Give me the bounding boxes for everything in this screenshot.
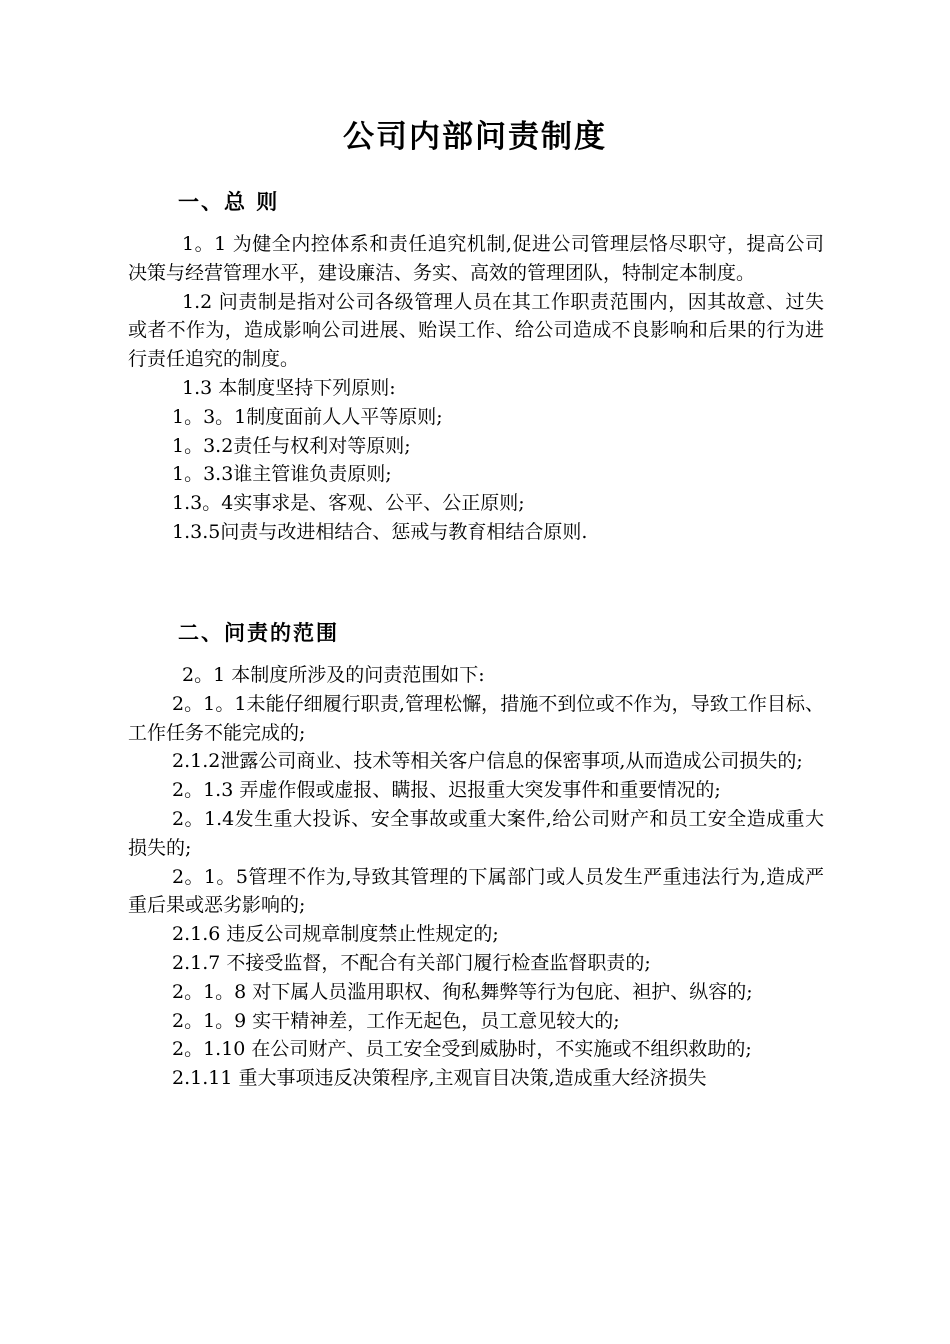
paragraph-1-3-2: 1。3.2责任与权利对等原则; — [172, 434, 411, 457]
paragraph-2-1-1: 2。1。1未能仔细履行职责,管理松懈，措施不到位或不作为，导致工作目标、工作任务不能完成的; — [128, 692, 824, 744]
paragraph-2-1-5: 2。1。5管理不作为,导致其管理的下属部门或人员发生严重违法行为,造成严重后果或恶劣影响的; — [128, 865, 824, 917]
paragraph-1-3-4: 1.3。4实事求是、客观、公平、公正原则; — [172, 492, 525, 515]
paragraph-2-1-2: 2.1.2泄露公司商业、技术等相关客户信息的保密事项,从而造成公司损失的; — [172, 750, 803, 773]
section-heading-general: 一、总 则 — [178, 190, 280, 214]
paragraph-2-1-4: 2。1.4发生重大投诉、安全事故或重大案件,给公司财产和员工安全造成重大损失的; — [128, 807, 824, 859]
paragraph-1-3-5: 1.3.5问责与改进相结合、惩戒与教育相结合原则. — [172, 520, 588, 543]
section-body-general — [128, 230, 824, 547]
paragraph-2-1-6: 2.1.6 违反公司规章制度禁止性规定的; — [172, 923, 499, 946]
section-heading-scope: 二、问责的范围 — [178, 621, 339, 645]
paragraph-1-1: 1。1 为健全内控体系和责任追究机制,促进公司管理层恪尽职守，提高公司决策与经营管理水平，建设廉洁、务实、高效的管理团队，特制定本制度。 — [128, 233, 824, 284]
paragraph-2-1-9: 2。1。9 实干精神差，工作无起色，员工意见较大的; — [172, 1009, 620, 1032]
paragraph-2-1: 2。1 本制度所涉及的问责范围如下: — [182, 664, 485, 686]
paragraph-1-3: 1.3 本制度坚持下列原则: — [182, 376, 396, 399]
paragraph-1-3-1: 1。3。1制度面前人人平等原则; — [172, 405, 443, 428]
paragraph-2-1-11: 2.1.11 重大事项违反决策程序,主观盲目决策,造成重大经济损失 — [172, 1067, 707, 1090]
paragraph-1-2: 1.2 问责制是指对公司各级管理人员在其工作职责范围内，因其故意、过失或者不作为，造成影响公司进展、贻误工作、给公司造成不良影响和后果的行为进行责任追究的制度。 — [128, 290, 824, 371]
paragraph-2-1-3: 2。1.3 弄虚作假或虚报、瞒报、迟报重大突发事件和重要情况的; — [172, 779, 721, 802]
paragraph-2-1-8: 2。1。8 对下属人员滥用职权、徇私舞弊等行为包庇、袒护、纵容的; — [172, 980, 753, 1003]
document-title: 公司内部问责制度 — [343, 119, 607, 155]
paragraph-2-1-10: 2。1.10 在公司财产、员工安全受到威胁时，不实施或不组织救助的; — [172, 1038, 752, 1061]
paragraph-2-1-7: 2.1.7 不接受监督，不配合有关部门履行检查监督职责的; — [172, 951, 651, 974]
paragraph-1-3-3: 1。3.3谁主管谁负责原则; — [172, 463, 392, 486]
section-body-scope — [128, 661, 824, 1093]
